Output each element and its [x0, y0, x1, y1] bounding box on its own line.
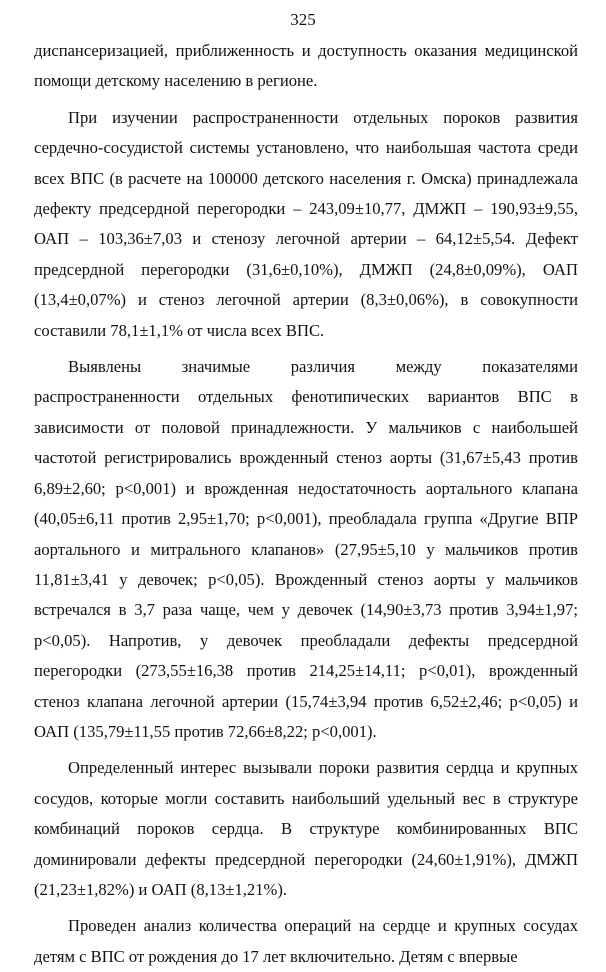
body-text — [34, 36, 578, 972]
paragraph-2: При изучении распространенности отдельных пороков развития сердечно-сосудистой системы установлено, что наибольшая частота среди всех ВПС (в расчете на 100000 детского населения г. Омска) принадлежала дефекту предсердной перегородки – 243,09±10,77, ДМЖП – 190,93±9,55, ОАП – 103,36±7,03 и стенозу легочной артерии – 64,12±5,54. Дефект предсердной перегородки (31,6±0,10%), ДМЖП (24,8±0,09%), ОАП (13,4±0,07%) и стеноз легочной артерии (8,3±0,06%), в совокупности составили 78,1±1,1% от числа всех ВПС. — [34, 107, 578, 340]
page-number: 325 — [290, 10, 316, 29]
paragraph-3: Выявлены значимые различия между показателями распространенности отдельных фенотипических вариантов ВПС в зависимости от половой принадлежности. У мальчиков с наибольшей частотой регистрировались врожденный стеноз аорты (31,67±5,43 против 6,89±2,60; p<0,001) и врожденная недостаточность аортального клапана (40,05±6,11 против 2,95±1,70; p<0,001), преобладала группа «Другие ВПР аортального и митрального клапанов» (27,95±5,10 у мальчиков против 11,81±3,41 у девочек; p<0,05). Врожденный стеноз аорты у мальчиков встречался в 3,7 раза чаще, чем у девочек (14,90±3,73 против 3,94±1,97; p<0,05). Напротив, у девочек преобладали дефекты предсердной перегородки (273,55±16,38 против 214,25±14,11; p<0,01), врожденный стеноз клапана легочной артерии (15,74±3,94 против 6,52±2,46; p<0,05) и ОАП (135,79±11,55 против 72,66±8,22; p<0,001). — [34, 357, 578, 741]
paragraph-5: Проведен анализ количества операций на сердце и крупных сосудах детям с ВПС от рождения до 17 лет включительно. Детям с впервые — [34, 916, 578, 966]
paragraph-4: Определенный интерес вызывали пороки развития сердца и крупных сосудов, которые могли составить наибольший удельный вес в структуре комбинаций пороков сердца. В структуре комбинированных ВПС доминировали дефекты предсердной перегородки (24,60±1,91%), ДМЖП (21,23±1,82%) и ОАП (8,13±1,21%). — [34, 758, 578, 899]
paragraph-1: диспансеризацией, приближенность и доступность оказания медицинской помощи детскому населению в регионе. — [34, 41, 578, 91]
